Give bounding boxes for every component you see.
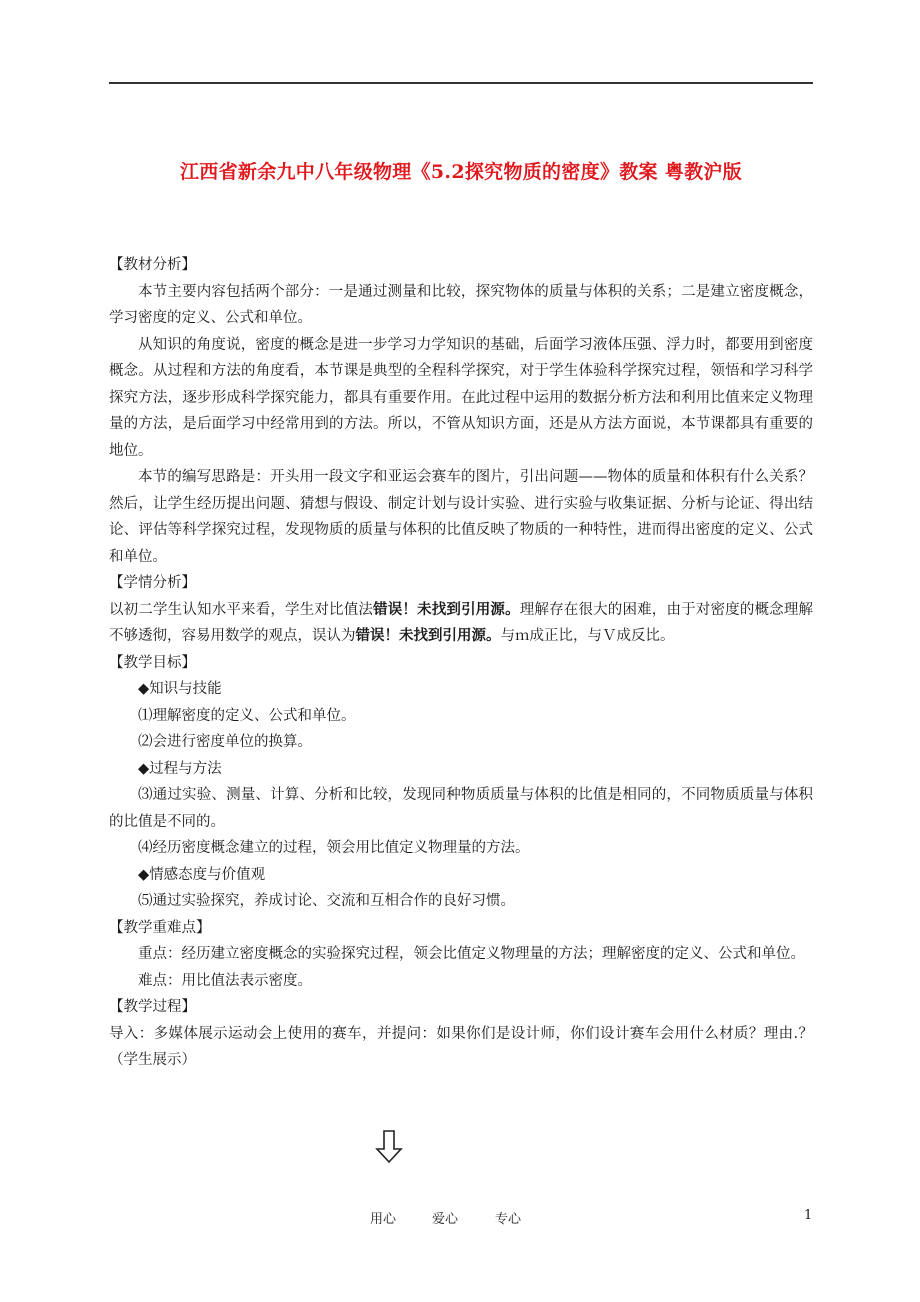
paragraph: 难点：用比值法表示密度。: [138, 972, 312, 989]
paragraph-student-analysis: [109, 597, 813, 650]
paragraph: 导入：多媒体展示运动会上使用的赛车，并提问：如果你们是设计师，你们设计赛车会用什么材质？理由.？（学生展示）: [109, 1025, 813, 1068]
heading-teaching-process: 【教学过程】: [109, 999, 196, 1015]
down-arrow-icon: [375, 1130, 403, 1164]
goal-item: ⑴理解密度的定义、公式和单位。: [138, 707, 356, 724]
text-run: 与ｍ成正比，与Ｖ成反比。: [500, 628, 675, 644]
heading-textbook-analysis: 【教材分析】: [109, 257, 196, 273]
goal-category: ◆情感态度与价值观: [138, 866, 266, 883]
footer-slogan: 专心: [495, 1212, 522, 1227]
document-title: 江西省新余九中八年级物理《5.2探究物质的密度》教案 粤教沪版: [180, 161, 742, 183]
footer-slogan: 用心: [370, 1212, 397, 1227]
heading-teaching-goals: 【教学目标】: [109, 654, 196, 671]
goal-item: ⑵会进行密度单位的换算。: [138, 734, 312, 750]
goal-item: ⑶通过实验、测量、计算、分析和比较，发现同种物质质量与体积的比值是相同的，不同物质质量与体积的比值是不同的。: [109, 787, 813, 830]
text-run: 以初二学生认知水平来看，学生对比值法: [109, 601, 374, 618]
footer-slogan: 爱心: [432, 1212, 459, 1227]
reference-error: 错误！未找到引用源。: [373, 600, 520, 618]
paragraph: 从知识的角度说，密度的概念是进一步学习力学知识的基础，后面学习液体压强、浮力时，都要用到密度概念。从过程和方法的角度看，本节课是典型的全程科学探究，对于学生体验科学探究过程，领悟和学习科学探究方法，逐步形成科学探究能力，都具有重要作用。在此过程中运用的数据分析方法和利用比值来定义物理量的方法，是后面学习中经常用到的方法。所以，不管从知识方面，还是从方法方面说，本节课都具有重要的地位。: [109, 336, 813, 459]
goal-item: ⑸通过实验探究，养成讨论、交流和互相合作的良好习惯。: [138, 893, 515, 909]
paragraph: 本节主要内容包括两个部分：一是通过测量和比较，探究物体的质量与体积的关系；二是建立密度概念，学习密度的定义、公式和单位。: [109, 283, 813, 326]
goal-item: ⑷经历密度概念建立的过程，领会用比值定义物理量的方法。: [138, 840, 530, 856]
document-body: [109, 252, 813, 1074]
header-rule: [109, 82, 813, 84]
paragraph: 本节的编写思路是：开头用一段文字和亚运会赛车的图片，引出问题——物体的质量和体积有什么关系？然后，让学生经历提出问题、猜想与假设、制定计划与设计实验、进行实验与收集证据、分析与论证、得出结论、评估等科学探究过程，发现物质的质量与体积的比值反映了物质的一种特性，进而得出密度的定义、公式和单位。: [109, 469, 813, 565]
reference-error: 错误！未找到引用源。: [355, 627, 501, 644]
paragraph: 重点：经历建立密度概念的实验探究过程，领会比值定义物理量的方法；理解密度的定义、公式和单位。: [138, 946, 805, 962]
heading-student-analysis: 【学情分析】: [109, 575, 196, 591]
text-run: 理解存在很大的困难，由于对密度的概念理解不够透彻，容易用数学的观点，误认为: [109, 601, 813, 644]
page-number: 1: [804, 1208, 813, 1223]
goal-category: ◆知识与技能: [138, 681, 222, 697]
goal-category: ◆过程与方法: [138, 760, 222, 777]
heading-key-points: 【教学重难点】: [109, 919, 211, 936]
